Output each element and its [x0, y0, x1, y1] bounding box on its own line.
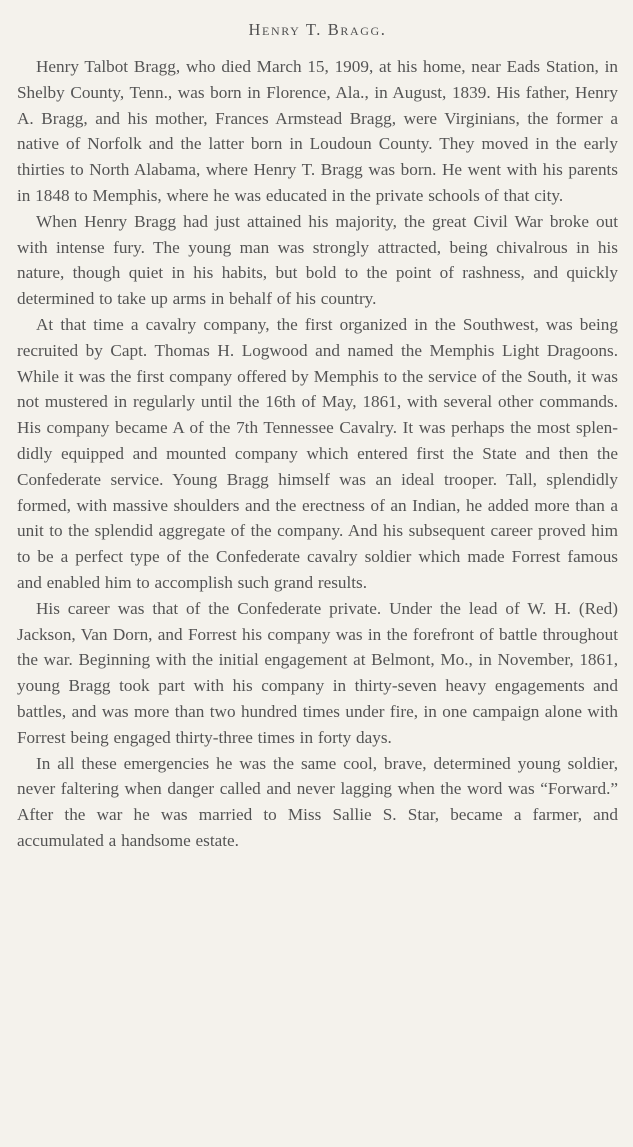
paragraph-birth: Henry Talbot Bragg, who died March 15, 1909, at his home, near Eads Station, in Shelby County, Tenn., was born in Florence, Ala., in August, 1839. His father, Henry A. Bragg, and his mother, Frances Armstead Bragg, were Virginians, the former a native of Norfolk and the latter born in Loudoun County. They moved in the early thirties to North Alabama, where Henry T. Bragg was born. He went with his parents in 1848 to Memphis, where he was educated in the private schools of that city. [17, 57, 618, 205]
paragraph-career: His career was that of the Confederate private. Under the lead of W. H. (Red) Jackson, Van Dorn, and Forrest his company was in the forefront of battle throughout the war. Beginning with the initial engagement at Belmont, Mo., in November, 1861, young Bragg took part with his company in thirty-seven heavy engagements and battles, and was more than two hundred times under fire, in one campaign alone with Forrest being engaged thirty-three times in forty days. [17, 598, 618, 747]
paragraph-war-outbreak: When Henry Bragg had just attained his majority, the great Civil War broke out with intense fury. The young man was strongly attracted, being chivalrous in his nature, though quiet in his habits, but bold to the point of rashness, and quickly determined to take up arms in behalf of his country. [17, 211, 618, 309]
paragraph-cavalry-company: At that time a cavalry company, the first organized in the Southwest, was being recruited by Capt. Thomas H. Logwood and named the Memphis Light Dragoons. While it was the first company offered by Memphis to the service of the South, it was not mustered in regularly until the 16th of May, 1861, with several other commands. His company became A of the 7th Tennessee Cavalry. It was perhaps the most splendidly equipped and mounted company which entered first the State and then the Confederate service. Young Bragg himself was an ideal trooper. Tall, splendidly formed, with massive shoulders and the erectness of an Indian, he added more than a unit to the splendid aggregate of the company. And his subsequent career proved him to be a perfect type of the Confederate cavalry soldier which made Forrest famous and enabled him to accomplish such grand results. [17, 314, 618, 592]
paragraph-after-war: In all these emergencies he was the same cool, brave, determined young soldier, never faltering when danger called and never lagging when the word was “Forward.” After the war he was married to Miss Sallie S. Star, became a farmer, and accumulated a handsome estate. [17, 753, 618, 850]
article-title: Henry T. Bragg. [248, 20, 387, 39]
